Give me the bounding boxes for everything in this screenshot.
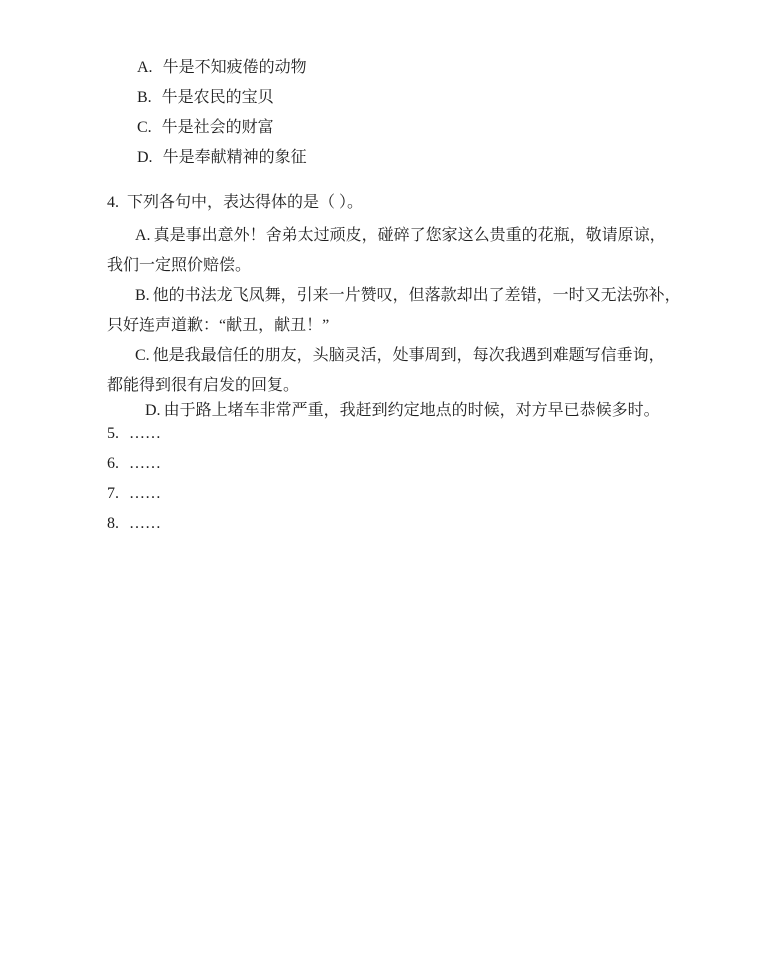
question-4-option-b-label: B. [135, 287, 150, 304]
question-4-option-b [107, 281, 681, 341]
question-7 [107, 479, 669, 509]
question-4-option-d [107, 398, 669, 423]
option-line [107, 398, 669, 423]
question-3-options [107, 53, 669, 173]
question-4-option-a-line2: 我们一定照价赔偿。 [107, 257, 252, 274]
question-7-number: 7. [107, 485, 119, 502]
question-5-number: 5. [107, 425, 119, 442]
question-4-option-c-label: C. [135, 347, 150, 364]
option-b-label: B. [137, 89, 152, 106]
question-4-option-a-line1: 真是事出意外！舍弟太过顽皮，碰碎了您家这么贵重的花瓶，敬请原谅， [153, 227, 666, 244]
option-c-text: 牛是社会的财富 [161, 119, 274, 136]
question-4-option-a-label: A. [135, 227, 151, 244]
question-7-ellipsis: …… [129, 485, 161, 502]
option-b-text: 牛是农民的宝贝 [161, 89, 274, 106]
option-line [107, 341, 669, 371]
question-4-option-b-line1: 他的书法龙飞凤舞，引来一片赞叹，但落款却出了差错，一时又无法弥补， [152, 287, 681, 304]
question-3-option-d [107, 143, 669, 173]
question-4-stem-text: 下列各句中，表达得体的是（ ）。 [127, 194, 364, 211]
question-6-ellipsis: …… [129, 455, 161, 472]
option-line [107, 281, 681, 311]
question-8-number: 8. [107, 515, 119, 532]
question-4-option-a [107, 221, 669, 281]
option-line [107, 221, 669, 251]
question-4-option-d-line1: 由于路上堵车非常严重，我赶到约定地点的时候，对方早已恭候多时。 [163, 402, 660, 419]
question-4-option-c-line1: 他是我最信任的朋友，头脑灵活，处事周到，每次我遇到难题写信垂询， [152, 347, 665, 364]
question-5 [107, 419, 669, 449]
document-content [107, 53, 681, 539]
question-4-option-b-line2: 只好连声道歉：“献丑，献丑！” [107, 317, 330, 334]
option-d-label: D. [137, 149, 153, 166]
question-3-option-c [107, 113, 669, 143]
question-6 [107, 449, 669, 479]
option-d-text: 牛是奉献精神的象征 [162, 149, 307, 166]
question-4-number: 4. [107, 194, 119, 211]
option-c-label: C. [137, 119, 152, 136]
question-4-option-d-label: D. [145, 402, 161, 419]
question-4-stem [107, 188, 669, 218]
question-5-ellipsis: …… [129, 425, 161, 442]
question-8-ellipsis: …… [129, 515, 161, 532]
question-6-number: 6. [107, 455, 119, 472]
question-4-option-c [107, 341, 669, 401]
option-a-text: 牛是不知疲倦的动物 [162, 59, 307, 76]
question-3-option-b [107, 83, 669, 113]
question-3-option-a [107, 53, 669, 83]
question-8 [107, 509, 669, 539]
question-4-option-c-line2: 都能得到很有启发的回复。 [107, 377, 300, 394]
numbered-items [107, 419, 669, 539]
option-a-label: A. [137, 59, 153, 76]
